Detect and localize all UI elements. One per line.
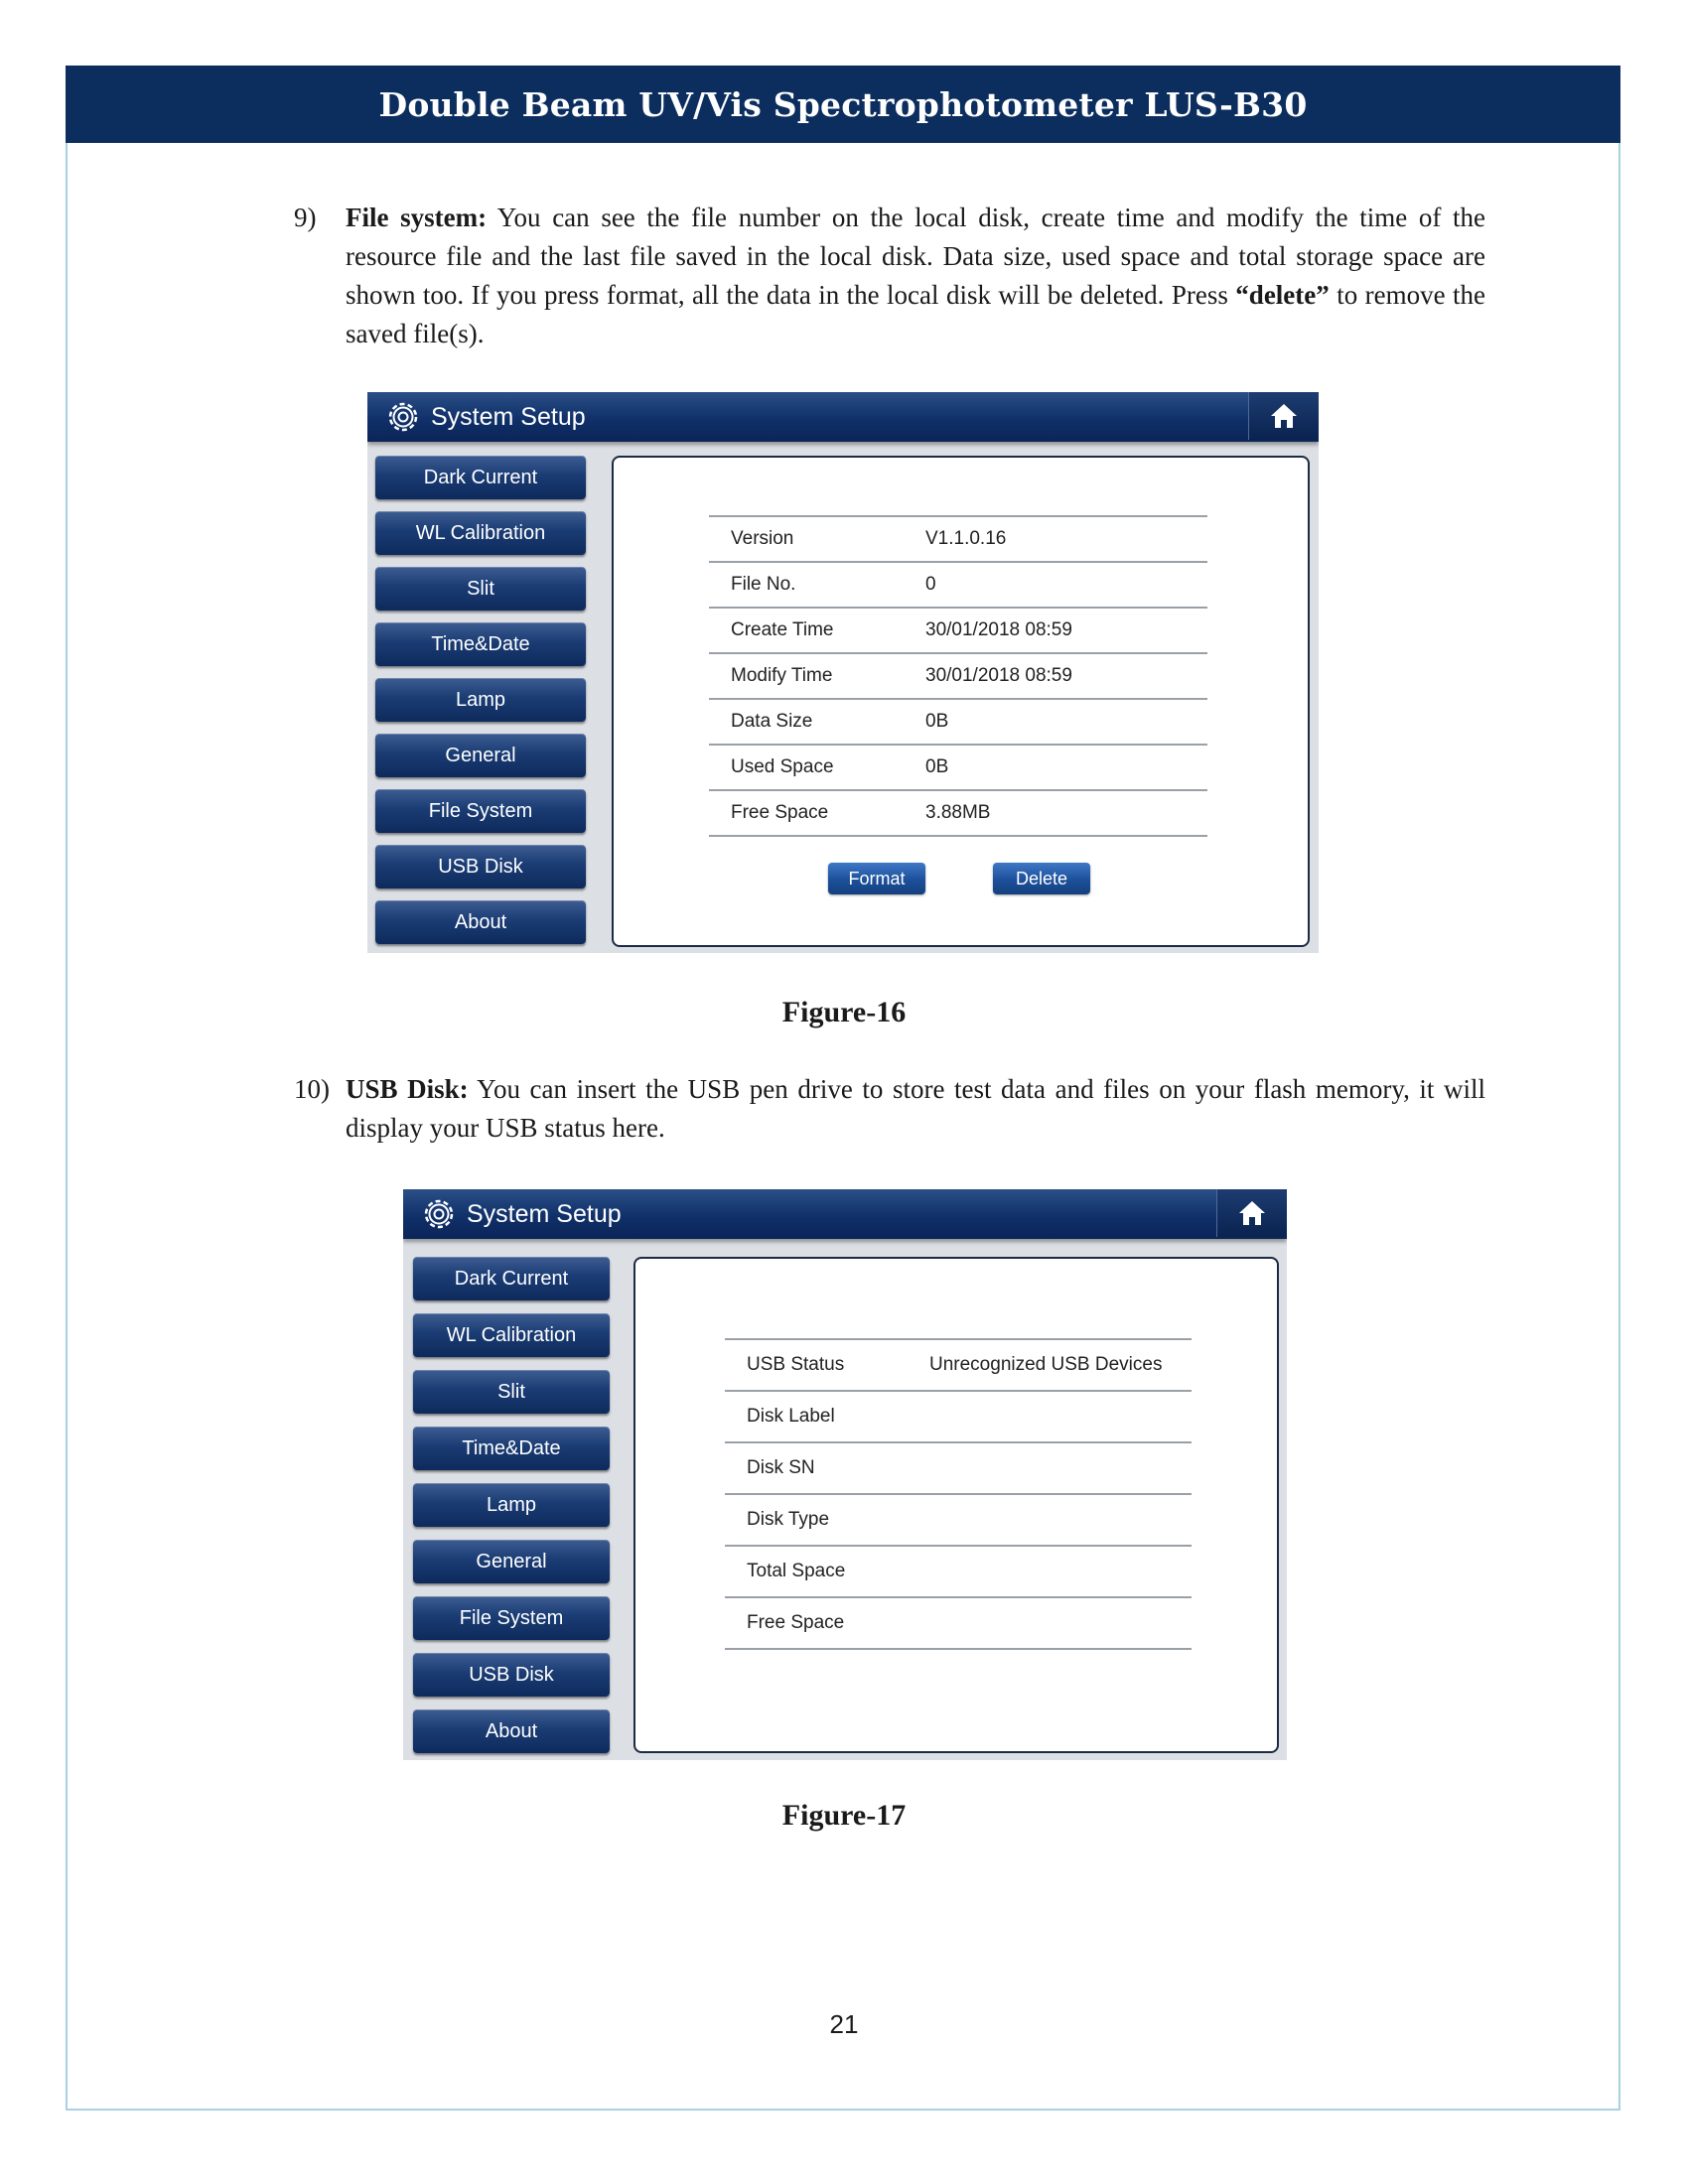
sidebar-item-usb-disk[interactable]: USB Disk [413, 1653, 610, 1697]
sidebar-item-lamp[interactable]: Lamp [375, 678, 586, 722]
table-row: USB Status Unrecognized USB Devices [725, 1340, 1192, 1392]
sidebar-item-file-system[interactable]: File System [413, 1596, 610, 1640]
table-row: Disk Type [725, 1495, 1192, 1547]
document-title: Double Beam UV/Vis Spectrophotometer LUS-B30 [378, 84, 1308, 124]
section-9-number: 9) [294, 203, 317, 232]
section-9-text-b: to remove the saved file(s). [346, 280, 1485, 348]
usb-disk-panel [633, 1257, 1279, 1753]
section-10-text: You can insert the USB pen drive to store test data and files on your flash memory, it will display your USB status here. [346, 1074, 1485, 1143]
section-9-text-a: You can see the file number on the local disk, create time and modify the time of the resource file and the last file saved in the local disk. Data size, used space and total storage space are shown too. If you press format, all the data in the local disk will be deleted. Press [346, 203, 1485, 310]
device-title-bar [403, 1189, 1287, 1239]
table-row: Disk Label [725, 1392, 1192, 1443]
sidebar-item-general[interactable]: General [413, 1540, 610, 1583]
sidebar-item-time-date[interactable]: Time&Date [375, 622, 586, 666]
sidebar-item-lamp[interactable]: Lamp [413, 1483, 610, 1527]
table-row: Used Space 0B [709, 746, 1207, 791]
sidebar-item-slit[interactable]: Slit [413, 1370, 610, 1414]
home-button[interactable] [1248, 392, 1319, 440]
sidebar-item-wl-calibration[interactable]: WL Calibration [375, 511, 586, 555]
page-number: 21 [829, 2009, 859, 2039]
sidebar-item-about[interactable]: About [413, 1709, 610, 1753]
table-row: Free Space [725, 1598, 1192, 1650]
sidebar-item-dark-current[interactable]: Dark Current [375, 456, 586, 499]
sidebar-item-general[interactable]: General [375, 734, 586, 777]
format-button[interactable]: Format [828, 863, 925, 894]
home-icon [1269, 402, 1299, 430]
table-row: Modify Time 30/01/2018 08:59 [709, 654, 1207, 700]
figure-16-caption: Figure-16 [781, 996, 907, 1028]
table-row: Create Time 30/01/2018 08:59 [709, 609, 1207, 654]
table-row: Total Space [725, 1547, 1192, 1598]
table-row: Version V1.1.0.16 [709, 517, 1207, 563]
home-button[interactable] [1216, 1189, 1287, 1237]
sidebar-item-about[interactable]: About [375, 900, 586, 944]
sidebar-item-slit[interactable]: Slit [375, 567, 586, 611]
usb-disk-table [725, 1338, 1192, 1650]
figure-17-caption: Figure-17 [781, 1799, 907, 1832]
sidebar-item-wl-calibration[interactable]: WL Calibration [413, 1313, 610, 1357]
sidebar-item-usb-disk[interactable]: USB Disk [375, 845, 586, 888]
section-9-quoted: “delete” [1235, 280, 1330, 310]
file-system-panel [612, 456, 1310, 947]
document-header [66, 66, 1620, 143]
sidebar-item-time-date[interactable]: Time&Date [413, 1427, 610, 1470]
sidebar-item-dark-current[interactable]: Dark Current [413, 1257, 610, 1300]
home-icon [1237, 1199, 1267, 1227]
figure-17-screenshot [403, 1189, 1287, 1760]
section-10-number: 10) [294, 1074, 330, 1104]
device-title-bar [367, 392, 1319, 442]
section-9-paragraph [294, 199, 1485, 353]
table-row: Disk SN [725, 1443, 1192, 1495]
figure-16-screenshot [367, 392, 1319, 953]
file-system-table [709, 515, 1207, 837]
gear-icon [421, 1196, 457, 1232]
device-title: System Setup [467, 1199, 622, 1228]
section-9-term: File system: [346, 203, 488, 232]
device-title: System Setup [431, 402, 586, 431]
table-row: Data Size 0B [709, 700, 1207, 746]
table-row: Free Space 3.88MB [709, 791, 1207, 837]
section-10-paragraph [294, 1070, 1485, 1148]
gear-icon [385, 399, 421, 435]
sidebar-item-file-system[interactable]: File System [375, 789, 586, 833]
delete-button[interactable]: Delete [993, 863, 1090, 894]
table-row: File No. 0 [709, 563, 1207, 609]
section-10-term: USB Disk: [346, 1074, 469, 1104]
